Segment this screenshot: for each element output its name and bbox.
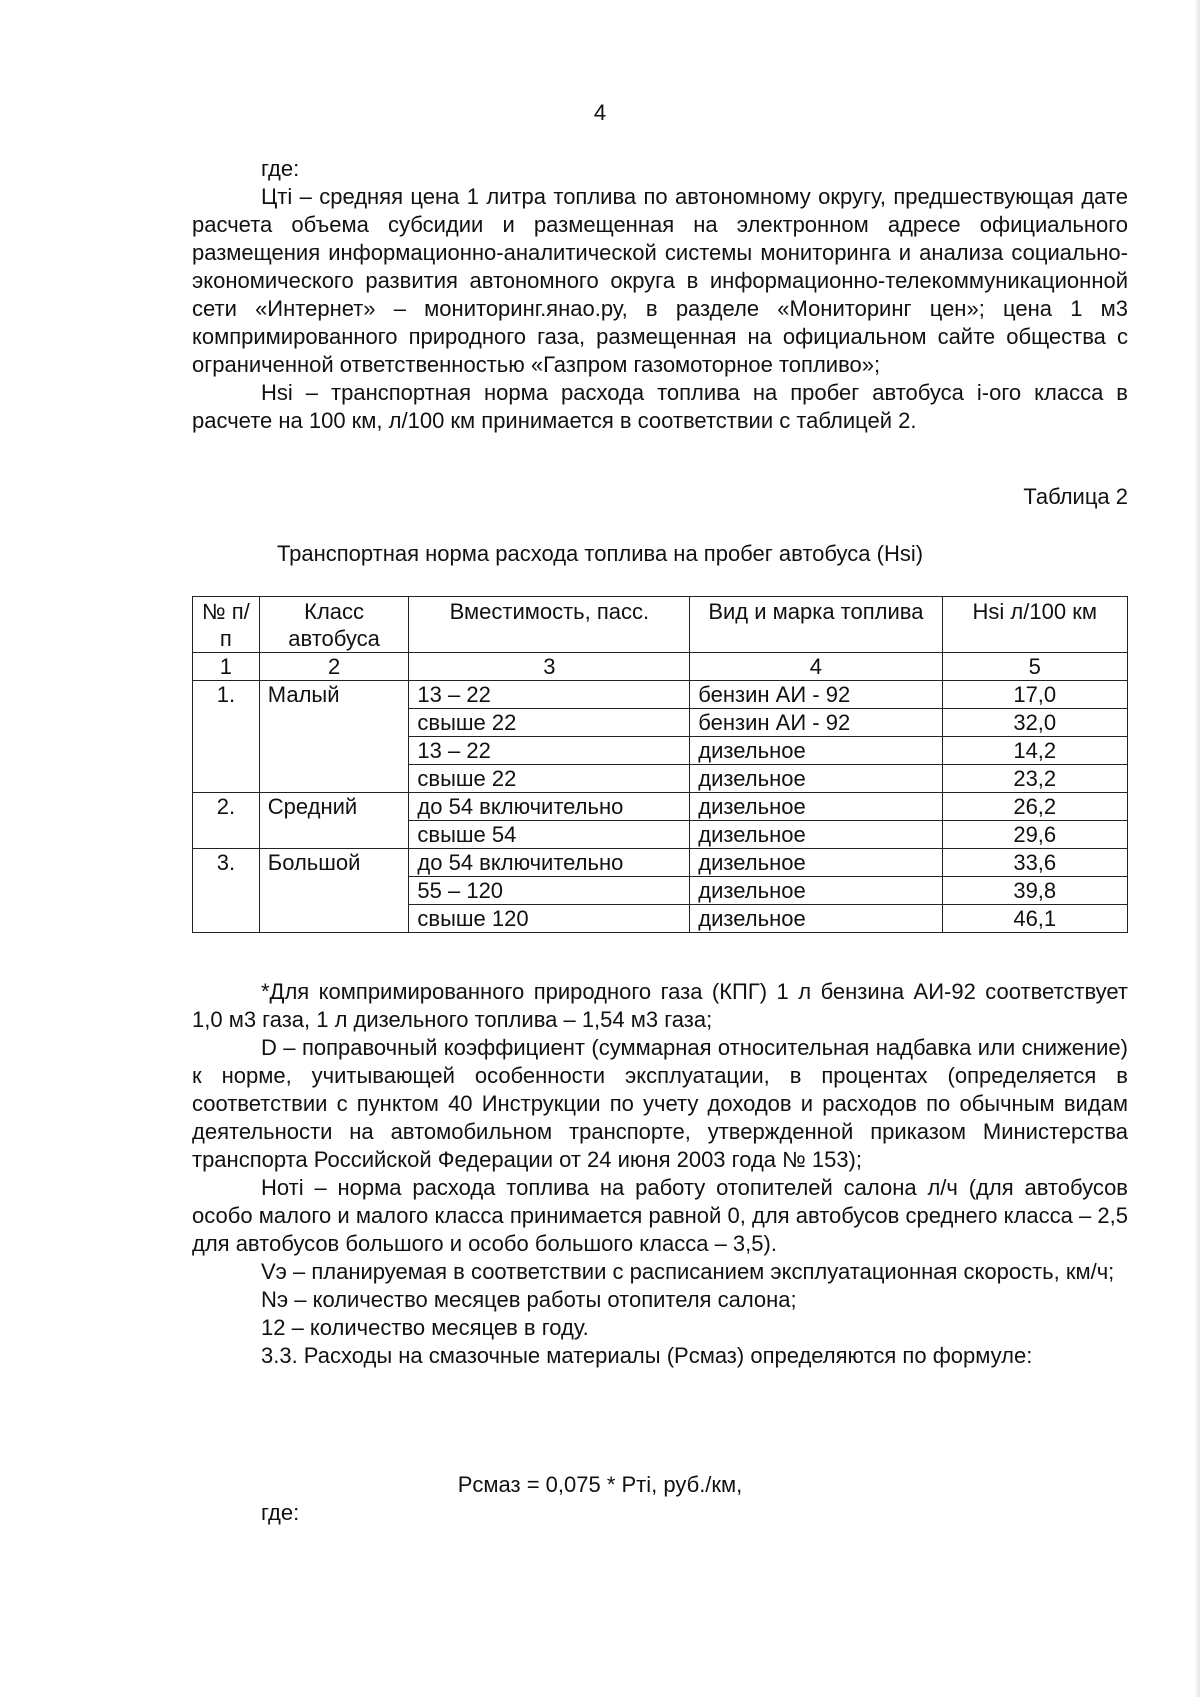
paragraph-3-3: 3.3. Расходы на смазочные материалы (Рсмаз) определяются по формуле: xyxy=(261,1343,1033,1368)
capacity-cell: свыше 54 xyxy=(409,821,690,849)
page-number: 4 xyxy=(593,100,607,125)
header-num: № п/п xyxy=(193,597,260,653)
capacity-cell: до 54 включительно xyxy=(409,793,690,821)
norm-cell: 17,0 xyxy=(942,681,1128,709)
fuel-cell: бензин АИ - 92 xyxy=(690,681,942,709)
capacity-cell: свыше 22 xyxy=(409,765,690,793)
norm-cell: 29,6 xyxy=(942,821,1128,849)
table-label: Таблица 2 xyxy=(1023,484,1128,509)
col-number: 4 xyxy=(690,653,942,681)
bus-class: Малый xyxy=(259,681,409,793)
row-num: 3. xyxy=(193,849,260,933)
table-row xyxy=(193,849,1128,877)
col-number: 2 xyxy=(259,653,409,681)
fuel-cell: дизельное xyxy=(690,821,942,849)
norm-cell: 32,0 xyxy=(942,709,1128,737)
fuel-cell: дизельное xyxy=(690,877,942,905)
capacity-cell: 13 – 22 xyxy=(409,681,690,709)
bus-class: Большой xyxy=(259,849,409,933)
paragraph-ve: Vэ – планируемая в соответствии с расписанием эксплуатационная скорость, км/ч; xyxy=(261,1259,1115,1284)
paragraph-ne: Nэ – количество месяцев работы отопителя салона; xyxy=(261,1287,797,1312)
header-fuel: Вид и марка топлива xyxy=(690,597,942,653)
col-number: 1 xyxy=(193,653,260,681)
header-class: Класс автобуса xyxy=(259,597,409,653)
where-label: где: xyxy=(261,156,300,181)
scan-edge-shadow xyxy=(1194,0,1200,1697)
header-norm: Hsi л/100 км xyxy=(942,597,1128,653)
fuel-cell: дизельное xyxy=(690,765,942,793)
formula-rsmaz: Рсмаз = 0,075 * Pтi, руб./км, xyxy=(457,1472,743,1497)
fuel-cell: дизельное xyxy=(690,793,942,821)
bus-class: Средний xyxy=(259,793,409,849)
header-capacity: Вместимость, пасс. xyxy=(409,597,690,653)
fuel-cell: бензин АИ - 92 xyxy=(690,709,942,737)
fuel-cell: дизельное xyxy=(690,737,942,765)
table-title: Транспортная норма расхода топлива на пробег автобуса (Hsi) xyxy=(276,541,924,566)
where-label-bottom: где: xyxy=(261,1500,300,1525)
fuel-cell: дизельное xyxy=(690,905,942,933)
capacity-cell: свыше 120 xyxy=(409,905,690,933)
capacity-cell: свыше 22 xyxy=(409,709,690,737)
norm-cell: 33,6 xyxy=(942,849,1128,877)
paragraph-noti: Нотi – норма расхода топлива на работу отопителей салона л/ч (для автобусов особо малого и малого класса принимается равной 0, для автобусов среднего класса – 2,5 для автобусов большого и особо большого класса – 3,5). xyxy=(192,1175,1128,1256)
norm-cell: 14,2 xyxy=(942,737,1128,765)
capacity-cell: 13 – 22 xyxy=(409,737,690,765)
paragraph-kpg: *Для компримированного природного газа (КПГ) 1 л бензина АИ-92 соответствует 1,0 м3 газа, 1 л дизельного топлива – 1,54 м3 газа; xyxy=(192,979,1128,1032)
table-row xyxy=(193,681,1128,709)
paragraph-hsi: Hsi – транспортная норма расхода топлива на пробег автобуса i-ого класса в расчете на 100 км, л/100 км принимается в соответствии с таблицей 2. xyxy=(192,380,1128,433)
fuel-norms-table xyxy=(192,596,1128,933)
col-number: 3 xyxy=(409,653,690,681)
table-row xyxy=(193,793,1128,821)
row-num: 2. xyxy=(193,793,260,849)
capacity-cell: до 54 включительно xyxy=(409,849,690,877)
row-num: 1. xyxy=(193,681,260,793)
after-table-text xyxy=(192,978,1128,1370)
fuel-cell: дизельное xyxy=(690,849,942,877)
intro-text xyxy=(192,155,1128,435)
capacity-cell: 55 – 120 xyxy=(409,877,690,905)
norm-cell: 23,2 xyxy=(942,765,1128,793)
col-number: 5 xyxy=(942,653,1128,681)
paragraph-cti: Цтi – средняя цена 1 литра топлива по автономному округу, предшествующая дате расчета объема субсидии и размещенная на электронном адресе официального размещения информационно-аналитической системы мониторинга и анализа социально-экономического развития автономного округа в информационно-телекоммуникационной сети «Интернет» – мониторинг.янао.ру, в разделе «Мониторинг цен»; цена 1 м3 компримированного природного газа, размещенная на официальном сайте общества с ограниченной ответственностью «Газпром газомоторное топливо»; xyxy=(192,184,1128,377)
norm-cell: 39,8 xyxy=(942,877,1128,905)
paragraph-d: D – поправочный коэффициент (суммарная относительная надбавка или снижение) к норме, учитывающей особенности эксплуатации, в процентах (определяется в соответствии с пунктом 40 Инструкции по учету доходов и расходов по обычным видам деятельности на автомобильном транспорте, утвержденной приказом Министерства транспорта Российской Федерации от 24 июня 2003 года № 153); xyxy=(192,1035,1128,1172)
paragraph-12: 12 – количество месяцев в году. xyxy=(261,1315,589,1340)
norm-cell: 26,2 xyxy=(942,793,1128,821)
norm-cell: 46,1 xyxy=(942,905,1128,933)
